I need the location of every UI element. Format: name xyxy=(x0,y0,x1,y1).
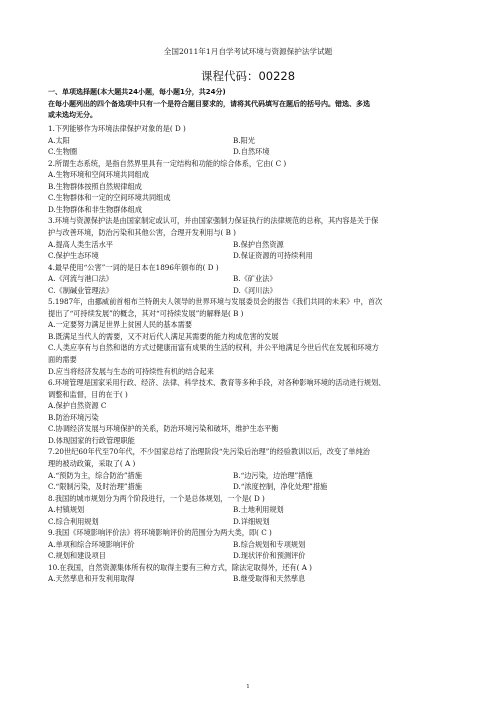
question-8-option: C.综合利用规划 xyxy=(48,516,99,526)
question-3-option: C.保护生态环境 xyxy=(48,251,99,261)
question-1-option: C.生物圈 xyxy=(48,147,78,157)
question-6-option: A.保护自然资源 C xyxy=(48,401,107,411)
question-8-option: D.详细规划 xyxy=(233,516,270,526)
question-10-stem: 10.在我国，自然资源集体所有权的取得主要有三种方式，除法定取得外，还有( A ) xyxy=(48,562,312,572)
question-1-stem: 1.下列能够作为环境法律保护对象的是( D ) xyxy=(48,124,186,133)
question-3-option: D.保证资源的可持续利用 xyxy=(233,251,313,261)
question-1-option: D.自然环境 xyxy=(233,147,270,157)
question-9-option: C.规划和建设项目 xyxy=(48,551,106,561)
question-1-option: A.太阳 xyxy=(48,135,70,145)
question-10-option: A.天然孳息和开发利用取得 xyxy=(48,574,135,584)
question-6-option: B.防治环境污染 xyxy=(48,412,99,422)
instruction-line-2: 或未选均无分。 xyxy=(48,111,97,119)
question-3-option: B.保护自然资源 xyxy=(233,239,284,249)
question-9-option: B.综合规划和专项规划 xyxy=(233,539,306,549)
question-4-stem: 4.最早使用“公害”一词的是日本在1896年颁布的( D ) xyxy=(48,262,219,272)
question-7-option: D.“浓度控制，净化处理”措施 xyxy=(233,482,328,492)
question-6-option: C.协调经济发展与环境保护的关系，防治环境污染和破坏，维护生态平衡 xyxy=(48,424,279,434)
question-5-option: C.人类应享有与自然和谐的方式过健康而富有成果的生活的权利，并公平地满足今世后代在发展和环境方 xyxy=(48,343,379,353)
question-7-option: B.“边污染，边治理”措施 xyxy=(233,470,313,480)
question-8-option: B.土地利用规划 xyxy=(233,505,284,515)
question-7-stem: 理的被动政策，采取了( A ) xyxy=(48,458,136,468)
exam-title: 全国2011年1月自学考试环境与资源保护法学试题 xyxy=(163,47,333,56)
question-2-stem: 2.所谓生态系统，是指自然界里具有一定结构和功能的综合体系，它由( C ) xyxy=(48,158,287,168)
question-1-option: B.阳光 xyxy=(233,135,255,145)
question-8-stem: 8.我国的城市规划分为两个阶段进行，一个是总体规划，一个是( D ) xyxy=(48,493,265,503)
question-3-stem: 护与改善环境，防治污染和其他公害，合理开发利用与( B ) xyxy=(48,227,236,237)
page-number: 1 xyxy=(246,684,250,690)
question-3-option: A.提高人类生活水平 xyxy=(48,239,113,249)
question-4-option: A.《河流与港口法》 xyxy=(48,274,113,284)
section-heading: 一、单项选择题(本大题共24小题，每小题1分，共24分) xyxy=(48,88,226,96)
question-10-option: B.继受取得和天然孳息 xyxy=(233,574,306,584)
question-5-stem: 提出了“可持续发展”的概念，其对“可持续发展”的解释是( B ) xyxy=(48,308,244,318)
question-7-option: C.“限制污染，及时治理”措施 xyxy=(48,482,142,492)
question-5-option: 面的需要 xyxy=(48,355,77,364)
question-5-option: D.应当将经济发展与生态的可持续性有机的结合起来 xyxy=(48,366,214,376)
question-6-option: D.体现国家的行政管理职能 xyxy=(48,435,135,445)
question-3-stem: 3.环境与资源保护法是由国家制定或认可，并由国家强制力保证执行的法律规范的总称，其内容是关于保 xyxy=(48,216,379,226)
question-5-option: A.一定要努力满足世界上贫困人民的基本需要 xyxy=(48,320,193,330)
question-2-option: A.生物环境和空间环境共同组成 xyxy=(48,170,149,180)
question-8-option: A.村镇规划 xyxy=(48,505,85,515)
question-4-option: B.《矿业法》 xyxy=(233,274,277,284)
question-5-stem: 5.1987年，由挪威前首相布兰特朗夫人领导的世界环境与发展委员会的报告《我们共同的未来》中，首次 xyxy=(48,297,383,307)
question-9-stem: 9.我国《环境影响评价法》将环境影响评价的范围分为两大类，即( C ) xyxy=(48,528,272,538)
instruction-line-1: 在每小题列出的四个备选项中只有一个是符合题目要求的，请将其代码填写在题后的括号内。错选、多选 xyxy=(48,100,370,108)
course-code: 课程代码：00228 xyxy=(200,69,296,83)
question-4-option: C.《制碱业管理法》 xyxy=(48,285,114,295)
question-2-option: C.生物群体和一定的空间环境共同组成 xyxy=(48,193,171,203)
question-4-option: D.《河川法》 xyxy=(233,285,277,295)
question-6-stem: 6.环境管理是国家采用行政、经济、法律、科学技术、教育等多种手段，对各种影响环境的活动进行规划、 xyxy=(48,378,386,388)
question-6-stem: 调整和监督，目的在于( ) xyxy=(48,389,128,399)
question-7-stem: 7.20世纪60年代至70年代，不少国家总结了治理阶段“先污染后治理”的经验教训以后，改变了单纯治 xyxy=(48,447,370,457)
question-5-option: B.既满足当代人的需要，又不对后代人满足其需要的能力构成危害的发展 xyxy=(48,331,279,341)
question-7-option: A.“预防为主，综合防治”措施 xyxy=(48,470,142,480)
question-9-option: A.单项和综合环境影响评价 xyxy=(48,539,135,549)
question-9-option: D.现状评价和预测评价 xyxy=(233,551,306,561)
question-2-option: B.生物群体按照自然规律组成 xyxy=(48,181,142,191)
question-2-option: D.生物群体和非生物群体组成 xyxy=(48,204,143,214)
